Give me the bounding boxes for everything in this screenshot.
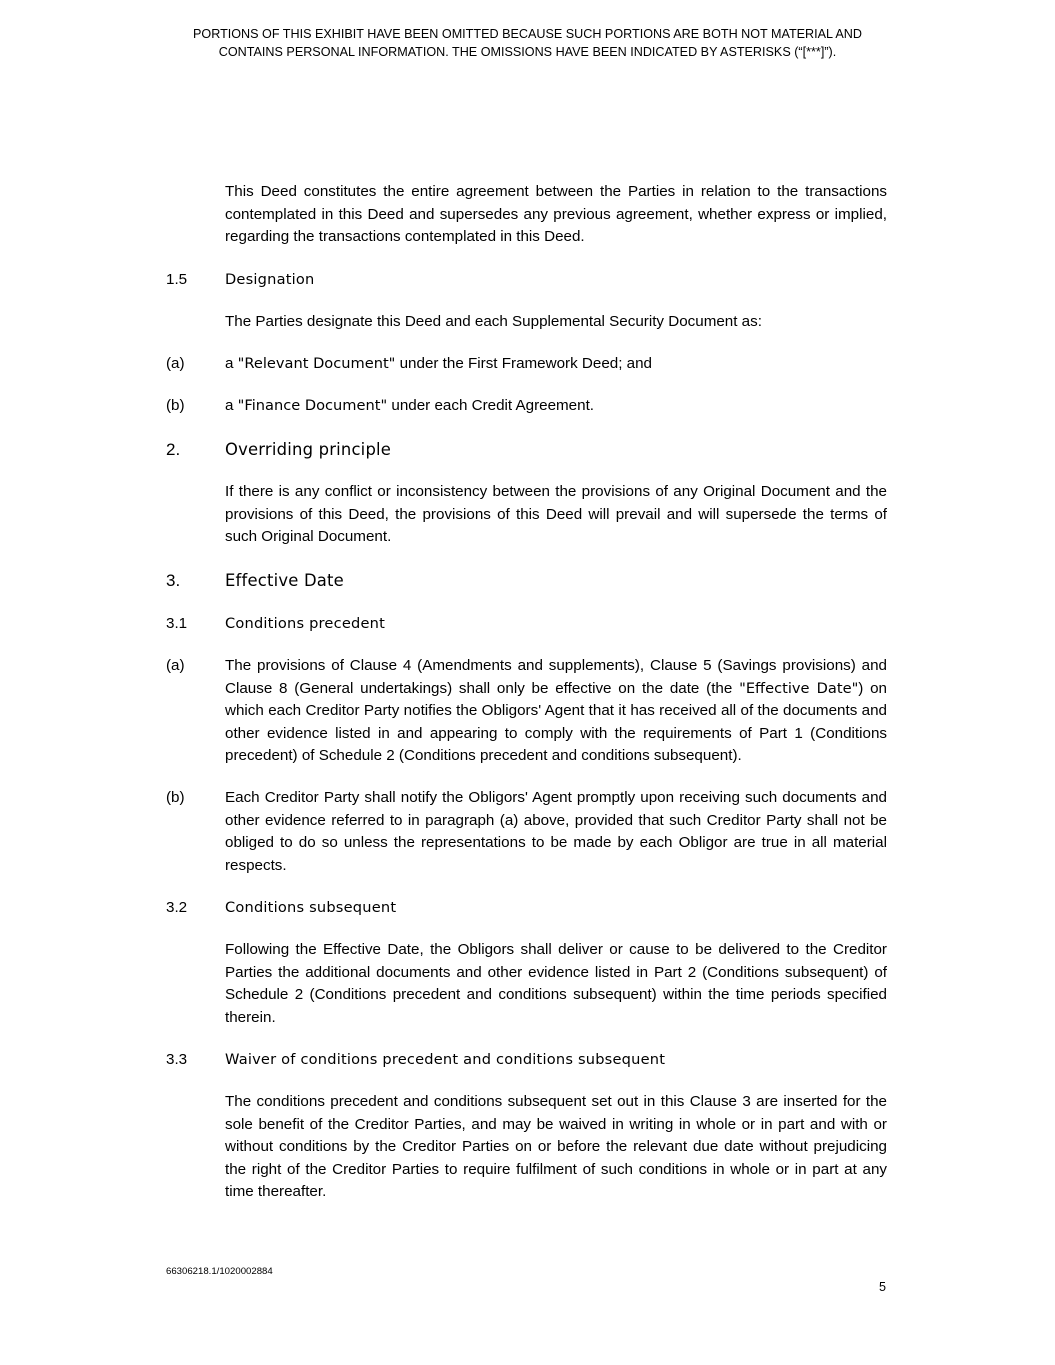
- section-3-1-item-b: Each Creditor Party shall notify the Obligors' Agent promptly upon receiving such documents and other evidence referred to in paragraph (a) above, provided that such Creditor Party shall not be obliged to do so unless the representations to be made by each Obligor are true in all material respects.: [225, 789, 887, 874]
- section-3-1-title: Conditions precedent: [225, 615, 386, 632]
- section-1-5-title: Designation: [225, 271, 315, 288]
- section-2-title: Overriding principle: [225, 440, 392, 459]
- section-3-title: Effective Date: [225, 571, 344, 590]
- item-text: The provisions of Clause 4 (Amendments and supplements), Clause 5 (Savings provisions) and Clause 8 (General undertakings) shall only be effective on the date (the: [225, 657, 887, 697]
- section-3-3-number: 3.3: [166, 1051, 188, 1068]
- defined-term: "Relevant Document": [237, 355, 396, 372]
- section-3-1-number: 3.1: [166, 615, 188, 632]
- section-3-3-title: Waiver of conditions precedent and conditions subsequent: [225, 1051, 666, 1068]
- defined-term: "Effective Date": [739, 679, 859, 697]
- exhibit-notice: [120, 25, 935, 61]
- section-3-2-body: Following the Effective Date, the Obligors shall deliver or cause to be delivered to the Creditor Parties the additional documents and other evidence listed in Part 2 (Conditions subsequent) of Schedule 2 (Conditions precedent and conditions subsequent) within the time periods specified therein.: [225, 941, 887, 1026]
- section-3-3-body: The conditions precedent and conditions subsequent set out in this Clause 3 are inserted for the sole benefit of the Creditor Parties, and may be waived in writing in whole or in part and with or without conditions by the Creditor Parties on or before the relevant due date without prejudicing the right of the Creditor Parties to require fulfilment of such conditions in whole or in part at any time thereafter.: [225, 1093, 887, 1201]
- section-3-1-item-a: [225, 655, 887, 768]
- section-2-body: If there is any conflict or inconsistency between the provisions of any Original Document and the provisions of this Deed, the provisions of this Deed will prevail and will supersede the terms of such Original Document.: [225, 483, 887, 546]
- section-3-2-title: Conditions subsequent: [225, 899, 397, 916]
- section-1-5-item-a-label: (a): [166, 355, 185, 372]
- section-1-5-item-b-label: (b): [166, 397, 185, 414]
- defined-term: "Finance Document": [237, 397, 388, 414]
- section-1-5-body: The Parties designate this Deed and each Supplemental Security Document as:: [225, 313, 762, 330]
- section-1-5-item-a: [225, 353, 887, 376]
- intro-paragraph: This Deed constitutes the entire agreement between the Parties in relation to the transactions contemplated in this Deed and supersedes any previous agreement, whether express or implied, regarding the transactions contemplated in this Deed.: [225, 183, 887, 246]
- section-2-number: 2.: [166, 440, 181, 459]
- section-3-1-item-a-label: (a): [166, 657, 185, 674]
- item-text: a: [225, 397, 238, 414]
- item-text: ) on which each Creditor Party notifies the Obligors' Agent that it has received all of the documents and other evidence listed in and appearing to comply with the requirements of Part 1 (Conditions precedent) of Schedule 2 (Conditions precedent and conditions subsequent).: [225, 679, 888, 765]
- section-1-5-number: 1.5: [166, 271, 188, 288]
- section-1-5-item-b: [225, 395, 887, 418]
- document-id: 66306218.1/1020002884: [166, 1266, 273, 1277]
- section-3-number: 3.: [166, 571, 181, 590]
- page-number: 5: [879, 1280, 887, 1294]
- item-text: under the First Framework Deed; and: [395, 355, 652, 372]
- exhibit-notice-line-2: CONTAINS PERSONAL INFORMATION. THE OMISSIONS HAVE BEEN INDICATED BY ASTERISKS (“[***]”).: [218, 45, 837, 59]
- section-3-1-item-b-label: (b): [166, 789, 185, 806]
- item-text: a: [225, 355, 238, 372]
- section-3-2-number: 3.2: [166, 899, 188, 916]
- exhibit-notice-line-1: PORTIONS OF THIS EXHIBIT HAVE BEEN OMITTED BECAUSE SUCH PORTIONS ARE BOTH NOT MATERIAL AND: [193, 27, 862, 41]
- item-text: under each Credit Agreement.: [387, 397, 595, 414]
